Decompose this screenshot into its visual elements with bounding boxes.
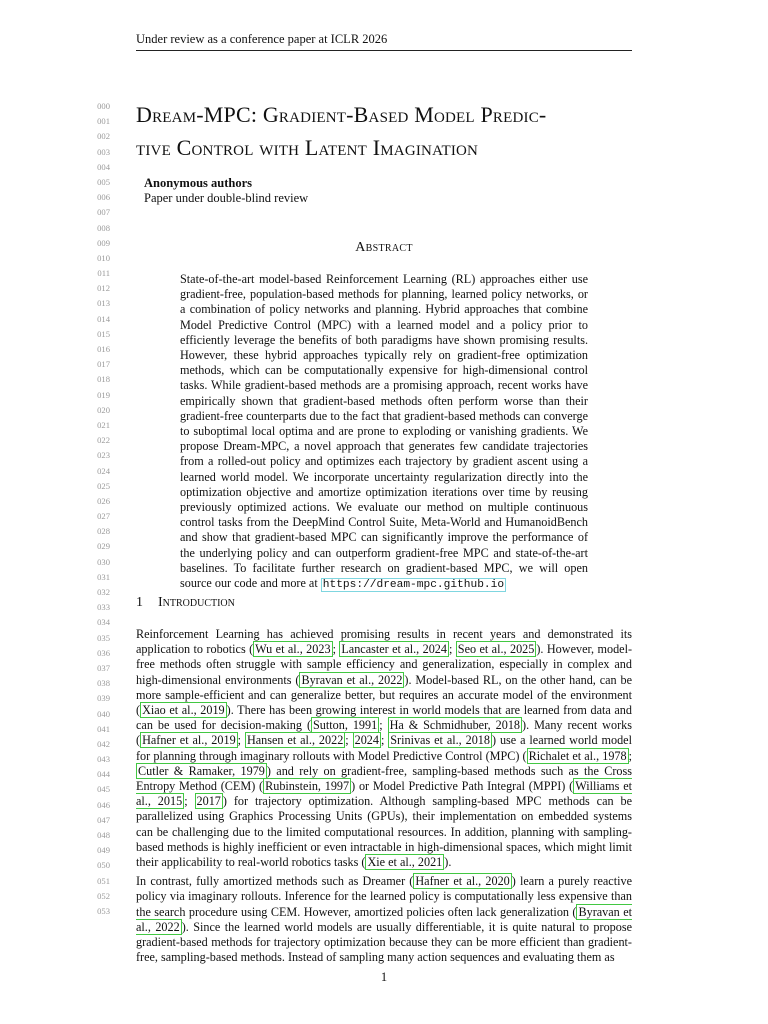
line-number: 007: [97, 207, 110, 218]
line-number: 050: [97, 860, 110, 871]
line-number: 012: [97, 283, 110, 294]
project-link[interactable]: https://dream-mpc.github.io: [322, 579, 505, 592]
line-number: 018: [97, 374, 110, 385]
line-number: 033: [97, 602, 110, 613]
page-number: 1: [380, 970, 388, 984]
abstract-text: State-of-the-art model-based Reinforcement Learning (RL) approaches either use gradient-free, population-based methods for planning, learned policy networks, or a combination of policy networks and planning. Hybrid approaches that combine Model Predictive Control (MPC) with a learned model and a policy prior to efficiently leverage the benefits of both paradigms have shown promising results. However, these hybrid approaches typically rely on gradient-free optimization methods, which can be computationally expensive for high-dimensional control tasks. While gradient-based methods are a promising approach, recent works have empirically shown that gradient-based methods often perform worse than their gradient-free counterparts due to the fact that gradient-based methods can converge to suboptimal local optima and are prone to exploding or vanishing gradients. We propose Dream-MPC, a novel approach that generates few candidate trajectories from a rolled-out policy and optimizes each trajectory by gradient ascent using a learned world model. We incorporate uncertainty regularization directly into the optimization objective and amortize optimization iterations over time by reusing previously optimized actions. We evaluate our method on multiple continuous control tasks from the DeepMind Control Suite, Meta-World and HumanoidBench and show that gradient-based MPC can significantly improve the performance of the underlying policy and can outperform gradient-free MPC and state-of-the-art baselines. To facilitate further research on gradient-based MPC, we will open source our code and more at: [180, 272, 588, 591]
paragraph-text: ). There has been growing interest in world models that are learned from data and can be used for decision-making (: [136, 703, 632, 733]
line-number: 028: [97, 526, 110, 537]
paragraph-text: ;: [449, 642, 456, 657]
header-rule: [136, 50, 632, 51]
line-number: 037: [97, 662, 110, 673]
paragraph-text: ;: [332, 642, 340, 657]
citation-link[interactable]: Richalet et al., 1978: [528, 748, 627, 763]
line-number: 026: [97, 495, 110, 506]
line-number: 016: [97, 344, 110, 354]
citation-link[interactable]: Cutler & Ramaker, 1979: [138, 763, 265, 778]
line-numbers: [86, 99, 110, 919]
paragraph-text: ) use a learned world model for planning through imaginary rollouts with Model Predictive Control (MPC) (: [136, 733, 632, 763]
line-number: 015: [97, 328, 110, 339]
paragraph-1: [136, 627, 632, 870]
citation-link[interactable]: 2024: [354, 733, 379, 748]
citation-link[interactable]: Hansen et al., 2022: [246, 733, 344, 748]
citation-link[interactable]: Sutton, 1991: [313, 718, 378, 733]
line-number: 001: [97, 116, 110, 127]
line-number: 053: [97, 905, 110, 916]
line-number: 048: [97, 830, 110, 840]
citation-link[interactable]: 2017: [196, 794, 221, 809]
line-number: 036: [97, 647, 110, 658]
section-heading: [136, 595, 632, 611]
line-number: 023: [97, 450, 110, 461]
paragraph-text: ) for trajectory optimization. Although sampling-based MPC methods can be parallelized using Graphics Processing Units (GPUs), their implementation on embedded systems can be challenging due to the limited computational resources. In addition, planning with sampling-based methods is highly inefficient or even intractable in high-dimensional spaces, which might limit their applicability to real-world robotics tasks (: [136, 794, 633, 870]
paragraph-text: ;: [628, 748, 633, 763]
paragraph-text: ). However, model-free methods often struggle with sample efficiency and generalization, especially in complex and high-dimensional environments (: [136, 642, 633, 687]
citation-link[interactable]: Hafner et al., 2019: [142, 733, 236, 748]
line-number: 002: [97, 131, 110, 142]
line-number: 043: [97, 754, 110, 765]
author-name: Anonymous authors: [144, 176, 253, 190]
line-number: 044: [97, 769, 110, 780]
paragraph-text: ;: [379, 718, 388, 733]
citation-link[interactable]: Byravan et al., 2022: [136, 904, 632, 934]
section-title: Introduction: [158, 595, 235, 610]
paragraph-text: ). Many recent works (: [136, 718, 632, 748]
paragraph-text: ).: [444, 855, 452, 870]
line-number: 022: [97, 435, 110, 446]
introduction-body: [136, 627, 632, 965]
paragraph-text: ) or Model Predictive Path Integral (MPPI) (: [351, 779, 574, 794]
line-number: 017: [97, 359, 110, 370]
citation-link[interactable]: Seo et al., 2025: [457, 642, 535, 657]
line-number: 031: [97, 571, 110, 582]
line-number: 014: [97, 313, 110, 324]
line-number: 032: [97, 587, 110, 597]
paragraph-text: ;: [184, 794, 195, 809]
line-number: 025: [97, 480, 110, 491]
citation-link[interactable]: Wu et al., 2023: [255, 642, 331, 657]
line-number: 051: [97, 875, 110, 886]
paper-title: [136, 98, 636, 164]
paragraph-text: ;: [237, 733, 245, 748]
line-number: 041: [97, 723, 110, 734]
paragraph-text: ) and rely on gradient-free, sampling-based methods such as the Cross Entropy Method (CEM) (: [136, 763, 632, 794]
citation-link[interactable]: Srinivas et al., 2018: [390, 733, 490, 748]
paragraph-text: In contrast, fully amortized methods such as Dreamer (: [136, 874, 414, 889]
citation-link[interactable]: Hafner et al., 2020: [415, 874, 510, 889]
line-number: 039: [97, 693, 110, 704]
citation-link[interactable]: Rubinstein, 1997: [265, 779, 350, 794]
line-number: 034: [97, 617, 110, 628]
citation-link[interactable]: Lancaster et al., 2024: [341, 642, 447, 657]
paragraph-2: [136, 874, 632, 965]
running-header: Under review as a conference paper at ICLR 2026: [136, 32, 388, 46]
citation-link[interactable]: Xie et al., 2021: [367, 855, 443, 870]
paragraph-text: Reinforcement Learning has achieved promising results in recent years and demonstrated its application to robotics (: [136, 627, 632, 657]
citation-link[interactable]: Xiao et al., 2019: [142, 703, 225, 718]
citation-link[interactable]: Williams et al., 2015: [136, 779, 632, 809]
line-number: 019: [97, 389, 110, 400]
line-number: 005: [97, 176, 110, 187]
line-number: 024: [97, 465, 110, 476]
line-number: 049: [97, 845, 110, 856]
line-number: 010: [97, 252, 110, 263]
paragraph-text: ;: [380, 733, 389, 748]
line-number: 046: [97, 799, 110, 810]
line-number: 009: [97, 237, 110, 248]
line-number: 038: [97, 678, 110, 689]
line-number: 011: [97, 268, 110, 279]
paragraph-text: ) learn a purely reactive policy via imaginary rollouts. Inference for the learned policy is computationally less expensive than the search procedure using CEM. However, amortized policies often lack generalization (: [136, 874, 632, 919]
title-line-2: tive Control with Latent Imagination: [136, 135, 479, 160]
line-number: 004: [97, 161, 110, 172]
review-note: Paper under double-blind review: [144, 191, 309, 205]
line-number: 035: [97, 632, 110, 643]
paragraph-text: ). Since the learned world models are usually differentiable, it is quite natural to propose gradient-based methods for trajectory optimization because they can be more efficient than gradient-free, sampling-based methods. Instead of sampling many action sequences and evaluating them as: [136, 919, 633, 965]
line-number: 045: [97, 784, 110, 795]
line-number: 042: [97, 738, 110, 749]
citation-link[interactable]: Byravan et al., 2022: [301, 672, 403, 687]
line-number: 013: [97, 298, 110, 309]
line-number: 008: [97, 222, 110, 233]
line-number: 021: [97, 419, 110, 430]
line-number: 003: [97, 146, 110, 157]
line-number: 006: [97, 192, 110, 203]
citation-link[interactable]: Ha & Schmidhuber, 2018: [389, 718, 521, 733]
paragraph-text: ). Model-based RL, on the other hand, can be more sample-efficient and can generalize better, but requires an accurate model of the environment (: [136, 672, 633, 718]
line-number: 047: [97, 814, 110, 825]
line-number: 052: [97, 890, 110, 901]
line-number: 029: [97, 541, 110, 552]
author-block: [144, 176, 544, 206]
line-number: 020: [97, 404, 110, 415]
line-number: 040: [97, 708, 110, 719]
paragraph-text: ;: [345, 733, 353, 748]
line-number: 030: [97, 556, 110, 567]
line-number: 000: [97, 101, 110, 111]
abstract-body: [180, 272, 588, 593]
title-line-1: Dream-MPC: Gradient-Based Model Predic-: [136, 102, 547, 127]
line-number: 027: [97, 511, 110, 522]
abstract-heading: Abstract: [355, 240, 413, 255]
section-number: 1: [136, 595, 143, 610]
